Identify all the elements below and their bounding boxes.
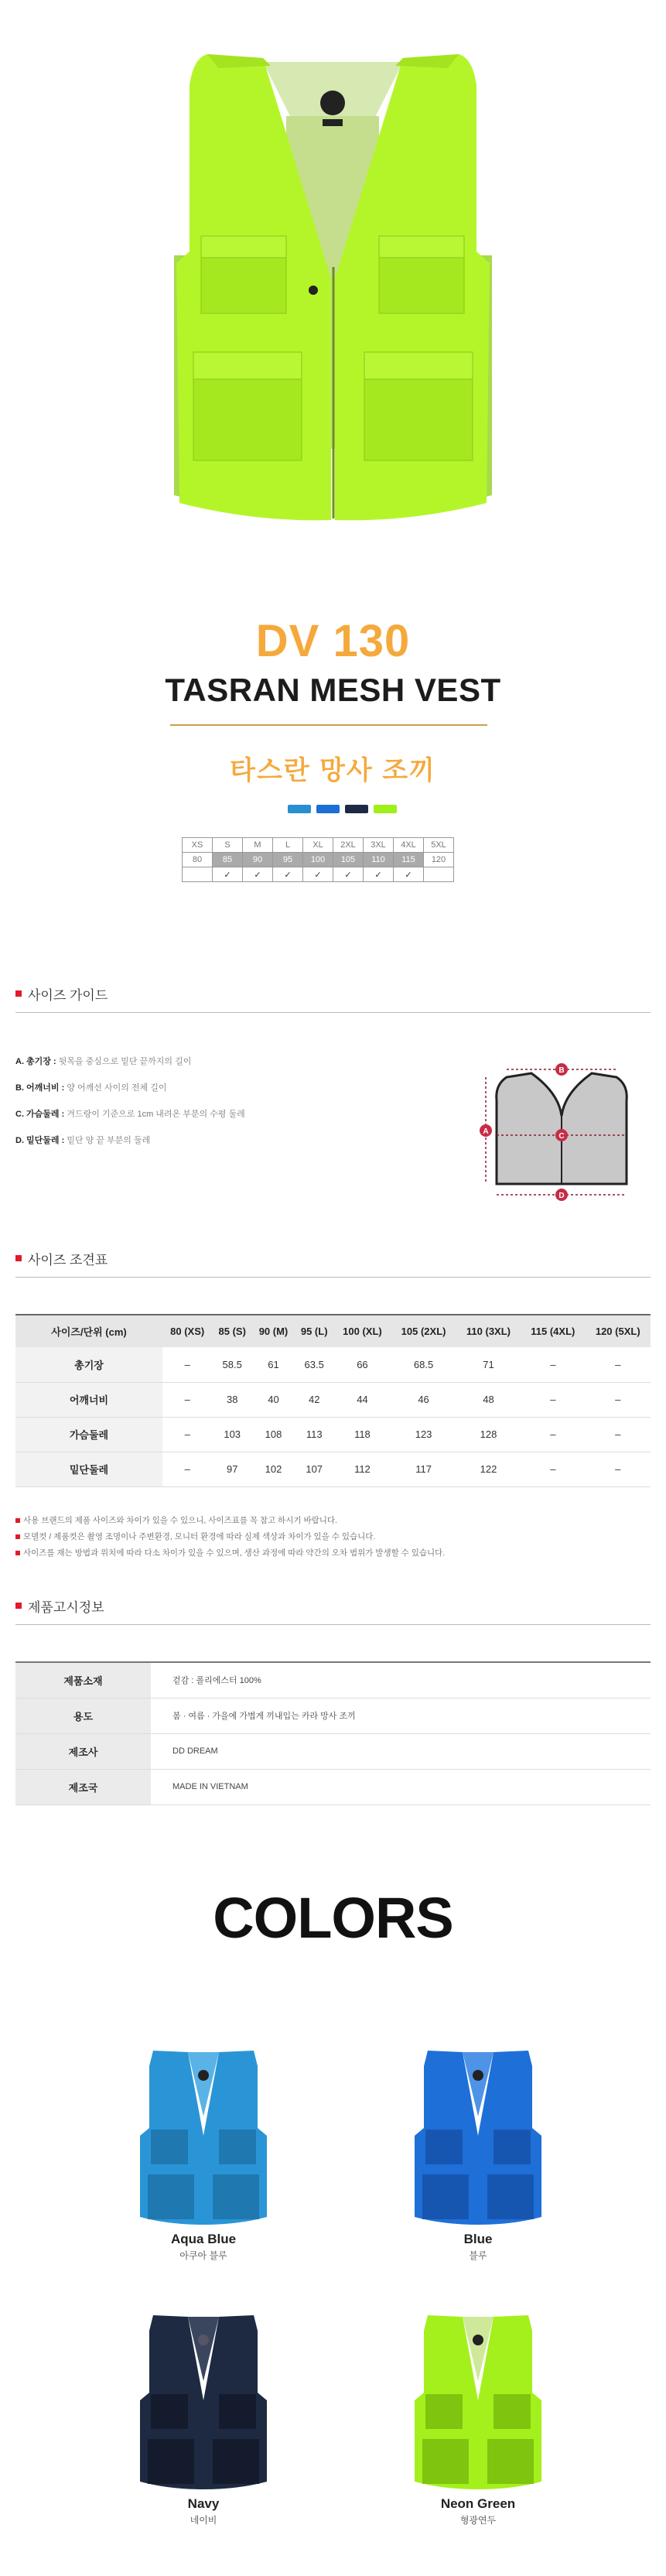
info-label: 제조사 bbox=[15, 1733, 151, 1769]
table-cell: 108 bbox=[252, 1417, 295, 1452]
note-item: 사이즈를 재는 방법과 위치에 따라 다소 차이가 있을 수 있으며, 생산 과정에 따라 약간의 오차 범위가 발생할 수 있습니다. bbox=[15, 1545, 445, 1562]
info-row bbox=[15, 1733, 651, 1769]
color-name-ko: 형광연두 bbox=[459, 2515, 497, 2526]
table-cell: – bbox=[162, 1452, 212, 1486]
product-name: TASRAN MESH VEST bbox=[165, 672, 501, 708]
table-cell: – bbox=[162, 1347, 212, 1382]
table-cell: – bbox=[521, 1452, 585, 1486]
table-row bbox=[15, 1417, 651, 1452]
avail-size: XS bbox=[183, 838, 213, 853]
avail-chest: 85 bbox=[213, 853, 243, 867]
red-square-icon bbox=[15, 1518, 20, 1523]
table-cell: 113 bbox=[295, 1417, 334, 1452]
red-square-icon bbox=[15, 990, 22, 997]
vest-image-neon-green bbox=[401, 2307, 555, 2493]
color-name-ko: 네이비 bbox=[190, 2515, 217, 2526]
avail-check: ✓ bbox=[273, 867, 303, 882]
red-square-icon bbox=[15, 1255, 22, 1261]
avail-chest: 90 bbox=[243, 853, 273, 867]
avail-check: ✓ bbox=[394, 867, 424, 882]
table-row bbox=[15, 1382, 651, 1417]
color-name-en: Navy bbox=[187, 2496, 220, 2511]
size-guide-header bbox=[15, 986, 651, 1001]
size-table-header-row bbox=[15, 1315, 651, 1347]
color-variant-navy bbox=[111, 2307, 296, 2526]
table-cell: 118 bbox=[334, 1417, 391, 1452]
table-cell: 63.5 bbox=[295, 1347, 334, 1382]
availability-check-row bbox=[183, 867, 454, 882]
avail-check: ✓ bbox=[333, 867, 364, 882]
table-cell: 48 bbox=[456, 1382, 521, 1417]
swatch-blue bbox=[316, 805, 340, 813]
guide-item: B. 어깨너비 : 양 어깨선 사이의 전체 길이 bbox=[15, 1083, 167, 1093]
color-name-ko: 아쿠아 블루 bbox=[179, 2250, 227, 2261]
size-col-header: 사이즈/단위 (cm) bbox=[15, 1315, 162, 1347]
info-row bbox=[15, 1698, 651, 1733]
table-cell: 112 bbox=[334, 1452, 391, 1486]
vest-image-navy bbox=[126, 2307, 281, 2493]
color-variant-neon-green bbox=[385, 2307, 571, 2526]
table-cell: – bbox=[162, 1417, 212, 1452]
info-value: MADE IN VIETNAM bbox=[151, 1769, 651, 1805]
avail-size: M bbox=[243, 838, 273, 853]
avail-size: S bbox=[213, 838, 243, 853]
label-b: B bbox=[558, 1066, 565, 1075]
size-table bbox=[15, 1314, 651, 1487]
note-item: 모델컷 / 제품컷은 촬영 조명이나 주변환경, 모니터 환경에 따라 실제 색상과 차이가 있을 수 있습니다. bbox=[15, 1529, 445, 1545]
size-col-header: 90 (M) bbox=[252, 1315, 295, 1347]
row-label: 밑단둘레 bbox=[15, 1452, 162, 1486]
table-cell: – bbox=[586, 1417, 651, 1452]
size-guide-list bbox=[15, 1049, 245, 1154]
product-korean-name: 타스란 망사 조끼 bbox=[230, 756, 436, 785]
table-cell: 102 bbox=[252, 1452, 295, 1486]
info-row bbox=[15, 1769, 651, 1805]
info-label: 제조국 bbox=[15, 1769, 151, 1805]
avail-size: 2XL bbox=[333, 838, 364, 853]
avail-check-empty bbox=[183, 867, 213, 882]
avail-check: ✓ bbox=[303, 867, 333, 882]
red-square-icon bbox=[15, 1551, 20, 1555]
vest-image-aqua-blue bbox=[126, 2043, 281, 2229]
size-guide-section bbox=[15, 986, 651, 1013]
table-cell: – bbox=[521, 1417, 585, 1452]
table-cell: 117 bbox=[391, 1452, 456, 1486]
color-name-en: Aqua Blue bbox=[170, 2232, 237, 2246]
color-swatches bbox=[288, 805, 397, 813]
table-cell: 58.5 bbox=[212, 1347, 252, 1382]
size-table-title: 사이즈 조견표 bbox=[28, 1252, 108, 1267]
table-cell: 40 bbox=[252, 1382, 295, 1417]
size-availability-table bbox=[182, 837, 454, 882]
table-cell: 68.5 bbox=[391, 1347, 456, 1382]
avail-chest: 80 bbox=[183, 853, 213, 867]
info-value: DD DREAM bbox=[151, 1733, 651, 1769]
table-row bbox=[15, 1452, 651, 1486]
colors-title: COLORS bbox=[213, 1886, 453, 1950]
table-cell: 44 bbox=[334, 1382, 391, 1417]
avail-chest: 95 bbox=[273, 853, 303, 867]
avail-chest: 100 bbox=[303, 853, 333, 867]
table-cell: 122 bbox=[456, 1452, 521, 1486]
swatch-navy bbox=[345, 805, 368, 813]
table-cell: – bbox=[521, 1347, 585, 1382]
table-cell: 107 bbox=[295, 1452, 334, 1486]
table-cell: 71 bbox=[456, 1347, 521, 1382]
guide-item: C. 가슴둘레 : 겨드랑이 기준으로 1cm 내려온 부분의 수평 둘레 bbox=[15, 1110, 245, 1119]
title-divider bbox=[170, 724, 487, 726]
size-notes bbox=[15, 1513, 445, 1562]
info-label: 제품소재 bbox=[15, 1662, 151, 1698]
label-a: A bbox=[483, 1127, 489, 1136]
table-cell: – bbox=[162, 1382, 212, 1417]
avail-size: 4XL bbox=[394, 838, 424, 853]
size-col-header: 105 (2XL) bbox=[391, 1315, 456, 1347]
guide-item: A. 총기장 : 뒷목을 중심으로 밑단 끝까지의 길이 bbox=[15, 1057, 192, 1066]
avail-chest: 110 bbox=[364, 853, 394, 867]
color-variant-blue bbox=[385, 2043, 571, 2262]
avail-size: 5XL bbox=[424, 838, 454, 853]
table-row bbox=[15, 1347, 651, 1382]
info-value: 겉감 : 폴리에스터 100% bbox=[151, 1662, 651, 1698]
table-cell: 123 bbox=[391, 1417, 456, 1452]
size-col-header: 115 (4XL) bbox=[521, 1315, 585, 1347]
row-label: 어깨너비 bbox=[15, 1382, 162, 1417]
avail-check: ✓ bbox=[364, 867, 394, 882]
color-name-en: Neon Green bbox=[440, 2496, 516, 2511]
section-divider bbox=[15, 1277, 651, 1278]
avail-chest: 120 bbox=[424, 853, 454, 867]
avail-chest: 115 bbox=[394, 853, 424, 867]
size-col-header: 80 (XS) bbox=[162, 1315, 212, 1347]
product-info-header bbox=[15, 1598, 651, 1613]
swatch-aqua-blue bbox=[288, 805, 311, 813]
info-value: 봄 · 여름 · 가을에 가볍게 끼내입는 카라 망사 조끼 bbox=[151, 1698, 651, 1733]
table-cell: 128 bbox=[456, 1417, 521, 1452]
size-col-header: 120 (5XL) bbox=[586, 1315, 651, 1347]
table-cell: 46 bbox=[391, 1382, 456, 1417]
red-square-icon bbox=[15, 1603, 22, 1609]
avail-check: ✓ bbox=[213, 867, 243, 882]
table-cell: 42 bbox=[295, 1382, 334, 1417]
size-col-header: 95 (L) bbox=[295, 1315, 334, 1347]
size-guide-title: 사이즈 가이드 bbox=[28, 987, 108, 1003]
red-square-icon bbox=[15, 1534, 20, 1539]
table-cell: 61 bbox=[252, 1347, 295, 1382]
table-cell: 97 bbox=[212, 1452, 252, 1486]
table-cell: – bbox=[586, 1382, 651, 1417]
model-number: DV 130 bbox=[255, 616, 411, 666]
row-label: 총기장 bbox=[15, 1347, 162, 1382]
avail-check-empty bbox=[424, 867, 454, 882]
size-col-header: 110 (3XL) bbox=[456, 1315, 521, 1347]
section-divider bbox=[15, 1012, 651, 1013]
table-cell: – bbox=[586, 1452, 651, 1486]
swatch-neon-green bbox=[374, 805, 397, 813]
table-cell: – bbox=[521, 1382, 585, 1417]
size-table-section bbox=[15, 1250, 651, 1278]
guide-item: D. 밑단둘레 : 밑단 양 끝 부분의 둘레 bbox=[15, 1136, 151, 1145]
product-info-section bbox=[15, 1598, 651, 1625]
hero-vest-image bbox=[0, 0, 666, 542]
availability-chest-row bbox=[183, 853, 454, 867]
note-item: 사용 브랜드의 제품 사이즈와 차이가 있을 수 있으니, 사이즈표를 꼭 참고 하시기 바랍니다. bbox=[15, 1513, 445, 1529]
label-d: D bbox=[558, 1192, 565, 1200]
avail-size: L bbox=[273, 838, 303, 853]
size-col-header: 100 (XL) bbox=[334, 1315, 391, 1347]
table-cell: 38 bbox=[212, 1382, 252, 1417]
info-label: 용도 bbox=[15, 1698, 151, 1733]
product-info-title: 제품고시정보 bbox=[28, 1599, 104, 1615]
color-name-en: Blue bbox=[463, 2232, 493, 2246]
table-cell: 66 bbox=[334, 1347, 391, 1382]
color-name-ko: 블루 bbox=[469, 2250, 487, 2261]
avail-chest: 105 bbox=[333, 853, 364, 867]
measurement-diagram bbox=[464, 1046, 650, 1220]
row-label: 가슴둘레 bbox=[15, 1417, 162, 1452]
vest-image-blue bbox=[401, 2043, 555, 2229]
product-info-table bbox=[15, 1661, 651, 1805]
size-table-header bbox=[15, 1250, 651, 1266]
size-col-header: 85 (S) bbox=[212, 1315, 252, 1347]
avail-size: 3XL bbox=[364, 838, 394, 853]
avail-check: ✓ bbox=[243, 867, 273, 882]
table-cell: – bbox=[586, 1347, 651, 1382]
availability-size-row bbox=[183, 838, 454, 853]
info-row bbox=[15, 1662, 651, 1698]
table-cell: 103 bbox=[212, 1417, 252, 1452]
section-divider bbox=[15, 1624, 651, 1625]
color-variant-aqua-blue bbox=[111, 2043, 296, 2262]
label-c: C bbox=[558, 1132, 565, 1141]
avail-size: XL bbox=[303, 838, 333, 853]
